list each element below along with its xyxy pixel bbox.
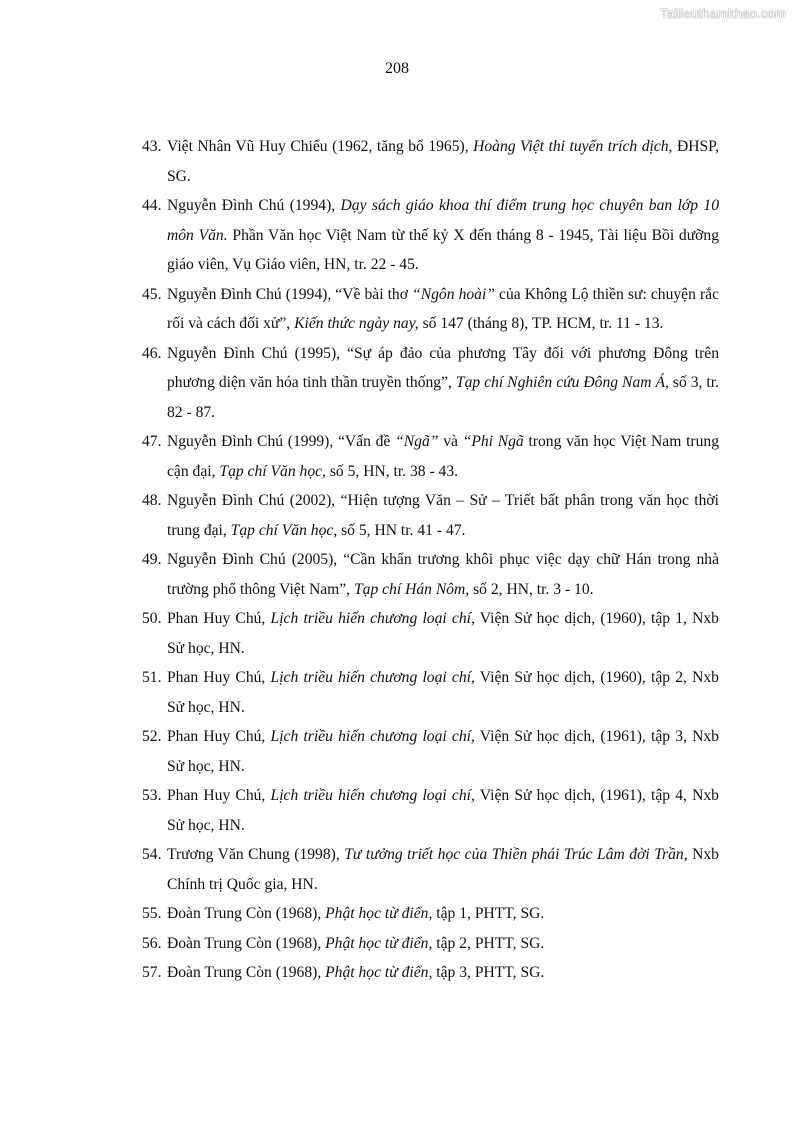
reference-text [167,728,719,775]
reference-list [142,132,719,988]
reference-text [167,610,719,657]
reference-segment: số 3, tr. 82 - 87. [167,374,719,421]
reference-text [167,935,544,952]
reference-title-italic: Dạy sách giáo khoa thí điểm trung học chuyên ban lớp 10 môn Văn. [167,197,719,244]
reference-segment: Nguyễn Đình Chú (1995), “Sự áp đảo của phương Tây đối với phương Đông trên phương diện văn hóa tinh thần truyền thống”, [167,344,719,391]
reference-segment: tập 3, PHTT, SG. [432,964,545,981]
reference-segment: Nguyễn Đình Chú (1999), “Vấn đề [167,433,396,450]
reference-segment: Phan Huy Chú, [167,728,271,745]
reference-segment: của Không Lộ thiền sư: chuyện rắc rối và cách đối xử”, [167,285,719,332]
reference-text [167,905,544,922]
reference-segment: Nguyễn Đình Chú (2005), “Cần khẩn trương khôi phục việc dạy chữ Hán trong nhà trường phổ thông Việt Nam”, [167,551,719,598]
reference-segment: Phan Huy Chú, [167,610,271,627]
reference-item [142,427,719,486]
reference-title-italic: Tạp chí Văn học, [219,462,326,480]
reference-segment: Viện Sử học dịch, (1961), tập 3, Nxb Sử học, HN. [167,728,719,775]
reference-item [142,840,719,899]
reference-segment: số 2, HN, tr. 3 - 10. [469,580,594,598]
reference-item [142,899,719,929]
reference-segment: số 147 (tháng 8), TP. HCM, tr. 11 - 13. [418,315,664,332]
reference-segment: Đoàn Trung Còn (1968), [167,905,326,922]
reference-number: 53. [142,787,162,804]
reference-item [142,958,719,988]
reference-segment: Nguyễn Đình Chú (1994), “Về bài thơ [167,285,413,303]
reference-title-italic: Kiến thức ngày nay, [294,315,419,332]
reference-item [142,486,719,545]
reference-segment: trong văn học Việt Nam trung cận đại, [167,433,719,480]
reference-number: 46. [142,344,162,362]
reference-item [142,280,719,339]
reference-number: 56. [142,934,162,952]
reference-title-italic: Tạp chí Nghiên cứu Đông Nam Á, [455,374,669,391]
reference-text [167,138,719,185]
reference-segment: và [438,433,463,450]
reference-title-italic: Tạp chí Hán Nôm, [353,580,470,598]
reference-item [142,132,719,191]
reference-title-italic: Phật học từ điển, [325,905,433,922]
reference-number: 55. [142,905,162,922]
reference-title-italic: Hoàng Việt thi tuyển trích dịch, [473,138,673,155]
reference-segment: Trương Văn Chung (1998), [167,846,345,863]
reference-number: 52. [142,728,162,745]
reference-text [167,846,719,893]
reference-number: 48. [142,492,162,509]
reference-segment: Phan Huy Chú, [167,787,271,804]
reference-segment: ĐHSP, SG. [167,138,720,185]
reference-title-italic: Lịch triều hiến chương loại chí, [270,669,475,686]
reference-segment: số 5, HN tr. 41 - 47. [337,521,466,539]
reference-number: 43. [142,138,162,155]
reference-item [142,545,719,604]
reference-segment: Nxb Chính trị Quốc gia, HN. [167,846,719,893]
reference-text [167,669,719,716]
reference-segment: tập 1, PHTT, SG. [432,905,545,922]
reference-segment: Viện Sử học dịch, (1961), tập 4, Nxb Sử học, HN. [167,787,719,834]
reference-item [142,604,719,663]
reference-segment: Viện Sử học dịch, (1960), tập 1, Nxb Sử học, HN. [167,610,719,657]
reference-title-italic: “Phi Ngã [462,433,524,450]
reference-title-italic: Lịch triều hiến chương loại chí, [270,610,475,627]
reference-title-italic: Tạp chí Văn học, [230,521,338,539]
reference-number: 57. [142,964,162,981]
reference-title-italic: Tư tưởng triết học của Thiền phái Trúc Lâm đời Trần, [344,846,688,863]
reference-number: 45. [142,285,162,303]
reference-number: 54. [142,846,162,863]
reference-segment: Đoàn Trung Còn (1968), [167,964,326,981]
reference-item [142,781,719,840]
reference-title-italic: Phật học từ điển, [325,964,433,981]
watermark: Tailieuthamkhao.com [660,6,786,21]
reference-text [167,345,719,421]
reference-segment: Viện Sử học dịch, (1960), tập 2, Nxb Sử học, HN. [167,669,719,716]
reference-item [142,722,719,781]
reference-text [167,964,544,981]
reference-segment: Phan Huy Chú, [167,669,271,686]
reference-title-italic: “Ngã” [395,433,439,450]
reference-segment: Nguyễn Đình Chú (2002), “Hiện tượng Văn – Sử – Triết bất phân trong văn học thời trung đại, [167,492,719,539]
reference-segment: Đoàn Trung Còn (1968), [167,934,326,952]
reference-segment: Việt Nhân Vũ Huy Chiểu (1962, tăng bổ 1965), [167,138,474,155]
reference-title-italic: Phật học từ điển, [325,934,433,952]
reference-item [142,339,719,428]
reference-text [167,787,719,834]
reference-item [142,929,719,959]
reference-text [167,433,719,480]
reference-text [167,197,719,273]
reference-item [142,663,719,722]
reference-text [167,492,719,539]
reference-item [142,191,719,280]
reference-title-italic: Lịch triều hiến chương loại chí, [270,787,475,804]
reference-number: 44. [142,197,162,214]
reference-text [167,286,719,333]
reference-title-italic: Lịch triều hiến chương loại chí, [270,728,475,745]
reference-segment: Phần Văn học Việt Nam từ thế kỷ X đến tháng 8 - 1945, Tài liệu Bồi dưỡng giáo viên, Vụ Giáo viên, HN, tr. 22 - 45. [167,226,720,273]
reference-text [167,551,719,598]
reference-segment: tập 2, PHTT, SG. [432,934,545,952]
reference-segment: số 5, HN, tr. 38 - 43. [325,462,459,480]
reference-segment: Nguyễn Đình Chú (1994), [167,197,341,214]
reference-number: 50. [142,610,162,627]
reference-number: 51. [142,669,162,686]
reference-number: 47. [142,433,162,450]
page-number: 208 [385,60,409,77]
reference-title-italic: “Ngôn hoài” [412,285,495,303]
reference-number: 49. [142,551,162,568]
